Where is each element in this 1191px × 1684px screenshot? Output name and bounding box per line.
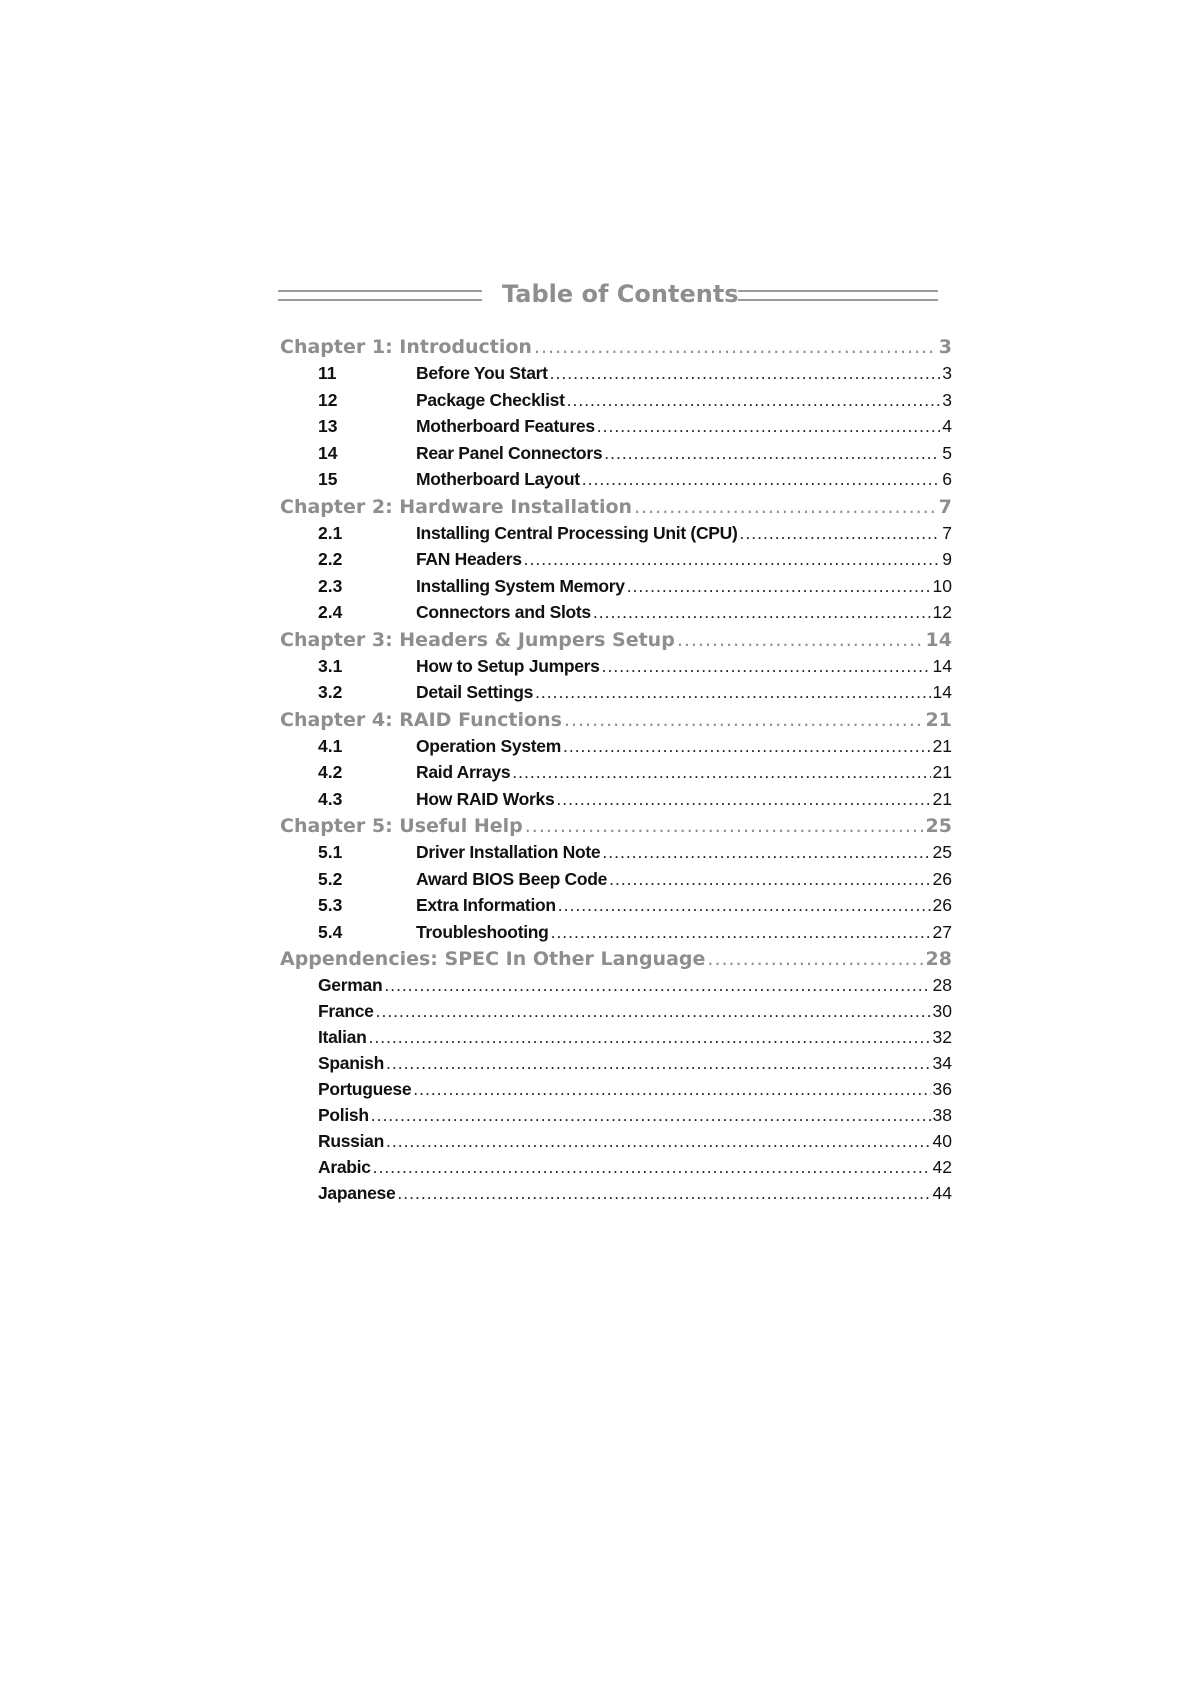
chapter-page-number: 25: [925, 815, 952, 837]
dot-leader: [602, 842, 930, 863]
toc-section-entry[interactable]: [280, 523, 952, 550]
section-title: Driver Installation Note: [416, 842, 601, 862]
toc-language-entry[interactable]: [280, 1027, 952, 1053]
dot-leader: [627, 576, 931, 597]
language-page-number: 30: [932, 1001, 952, 1021]
toc-appendix-entry[interactable]: [280, 948, 952, 975]
toc-section-entry[interactable]: [280, 789, 952, 816]
dot-leader: [413, 1079, 930, 1100]
dot-leader: [386, 1053, 931, 1074]
dot-leader: [534, 336, 937, 358]
title-rule-left: [278, 290, 482, 301]
dot-leader: [373, 1157, 931, 1178]
dot-leader: [535, 682, 930, 703]
toc-section-entry[interactable]: [280, 390, 952, 417]
section-page-number: 25: [932, 842, 952, 862]
section-number: 12: [318, 389, 338, 410]
section-title: FAN Headers: [416, 549, 522, 569]
toc-language-entry[interactable]: [280, 1183, 952, 1209]
section-page-number: 3: [942, 389, 952, 410]
section-number: 15: [318, 469, 338, 489]
dot-leader: [371, 1105, 931, 1126]
section-number: 4.2: [318, 762, 343, 782]
dot-leader: [677, 629, 924, 651]
chapter-page-number: 3: [938, 336, 952, 358]
language-page-number: 34: [932, 1053, 952, 1073]
section-page-number: 21: [932, 788, 952, 809]
section-number: 5.2: [318, 868, 343, 889]
toc-section-entry[interactable]: [280, 682, 952, 709]
dot-leader: [384, 975, 930, 996]
dot-leader: [558, 895, 931, 916]
dot-leader: [397, 1183, 930, 1204]
dot-leader: [609, 869, 930, 890]
toc-section-entry[interactable]: [280, 762, 952, 789]
section-page-number: 6: [942, 469, 952, 489]
toc-section-entry[interactable]: [280, 656, 952, 683]
section-title: How to Setup Jumpers: [416, 655, 600, 676]
dot-leader: [582, 469, 941, 490]
language-title: German: [318, 975, 383, 995]
section-number: 2.1: [318, 522, 343, 543]
section-title: Motherboard Features: [416, 416, 595, 436]
section-title: Connectors and Slots: [416, 602, 591, 622]
language-page-number: 44: [932, 1183, 952, 1203]
toc-section-entry[interactable]: [280, 842, 952, 869]
section-page-number: 26: [932, 868, 952, 889]
section-number: 13: [318, 416, 338, 436]
toc-section-entry[interactable]: [280, 576, 952, 603]
toc-section-entry[interactable]: [280, 602, 952, 629]
section-page-number: 27: [932, 921, 952, 942]
toc-language-entry[interactable]: [280, 1131, 952, 1157]
toc-section-entry[interactable]: [280, 869, 952, 896]
language-page-number: 32: [932, 1027, 952, 1047]
dot-leader: [593, 602, 931, 623]
section-page-number: 21: [932, 762, 952, 782]
section-title: Troubleshooting: [416, 921, 549, 942]
section-number: 5.1: [318, 842, 343, 862]
toc-chapter-entry[interactable]: [280, 709, 952, 736]
toc-section-entry[interactable]: [280, 895, 952, 922]
toc-language-entry[interactable]: [280, 975, 952, 1001]
dot-leader: [564, 709, 924, 731]
section-title: Motherboard Layout: [416, 469, 580, 489]
language-page-number: 42: [932, 1157, 952, 1177]
dot-leader: [597, 416, 941, 437]
section-page-number: 14: [932, 655, 952, 676]
section-title: Raid Arrays: [416, 762, 511, 782]
language-page-number: 36: [932, 1079, 952, 1099]
table-of-contents: [280, 336, 952, 1209]
section-title: Award BIOS Beep Code: [416, 868, 608, 889]
section-number: 14: [318, 442, 338, 463]
section-page-number: 7: [942, 522, 952, 543]
section-number: 5.4: [318, 921, 343, 942]
chapter-title: Chapter 3: Headers & Jumpers Setup: [280, 628, 675, 651]
chapter-title: Chapter 1: Introduction: [280, 336, 532, 358]
toc-language-entry[interactable]: [280, 1157, 952, 1183]
section-number: 2.3: [318, 575, 343, 596]
section-title: Installing System Memory: [416, 575, 625, 596]
toc-chapter-entry[interactable]: [280, 336, 952, 363]
section-title: Rear Panel Connectors: [416, 442, 603, 463]
section-number: 4.1: [318, 735, 343, 756]
dot-leader: [386, 1131, 931, 1152]
language-title: Russian: [318, 1131, 384, 1151]
dot-leader: [563, 736, 931, 757]
section-page-number: 10: [932, 575, 952, 596]
appendix-title: Appendencies: SPEC In Other Language: [280, 948, 706, 970]
section-title: Operation System: [416, 735, 561, 756]
section-title: Installing Central Processing Unit (CPU): [416, 522, 738, 543]
page-title: Table of Contents: [502, 280, 739, 308]
appendix-page-number: 28: [925, 948, 952, 970]
section-page-number: 4: [942, 416, 952, 436]
language-title: Portuguese: [318, 1079, 412, 1099]
dot-leader: [602, 656, 931, 677]
section-page-number: 5: [942, 442, 952, 463]
dot-leader: [376, 1001, 931, 1022]
section-number: 5.3: [318, 895, 343, 915]
section-number: 4.3: [318, 788, 343, 809]
dot-leader: [707, 948, 923, 970]
section-title: How RAID Works: [416, 788, 555, 809]
toc-chapter-entry[interactable]: [280, 496, 952, 523]
toc-section-entry[interactable]: [280, 469, 952, 496]
toc-language-entry[interactable]: [280, 1053, 952, 1079]
toc-section-entry[interactable]: [280, 736, 952, 763]
section-page-number: 12: [932, 602, 952, 622]
section-title: Extra Information: [416, 895, 556, 915]
toc-chapter-entry[interactable]: [280, 815, 952, 842]
dot-leader: [556, 789, 930, 810]
language-title: Arabic: [318, 1157, 371, 1177]
dot-leader: [740, 523, 941, 544]
toc-section-entry[interactable]: [280, 363, 952, 390]
section-page-number: 3: [942, 363, 952, 383]
language-title: Spanish: [318, 1053, 384, 1073]
language-title: Polish: [318, 1105, 369, 1125]
toc-chapter-entry[interactable]: [280, 629, 952, 656]
page-title-row: [278, 278, 938, 314]
toc-section-entry[interactable]: [280, 549, 952, 576]
language-page-number: 40: [932, 1131, 952, 1151]
language-page-number: 38: [932, 1105, 952, 1125]
language-page-number: 28: [932, 975, 952, 995]
section-page-number: 14: [932, 682, 952, 702]
section-page-number: 26: [932, 895, 952, 915]
toc-section-entry[interactable]: [280, 922, 952, 949]
dot-leader: [551, 922, 931, 943]
dot-leader: [634, 496, 937, 518]
language-title: France: [318, 1001, 374, 1021]
dot-leader: [525, 815, 924, 837]
toc-language-entry[interactable]: [280, 1079, 952, 1105]
chapter-page-number: 21: [925, 708, 952, 731]
language-title: Italian: [318, 1027, 367, 1047]
chapter-page-number: 7: [938, 495, 952, 518]
toc-section-entry[interactable]: [280, 443, 952, 470]
title-rule-right: [738, 290, 938, 301]
section-title: Before You Start: [416, 363, 548, 383]
dot-leader: [368, 1027, 930, 1048]
section-number: 3.2: [318, 682, 343, 702]
dot-leader: [567, 390, 941, 411]
chapter-title: Chapter 4: RAID Functions: [280, 708, 562, 731]
dot-leader: [604, 443, 940, 464]
section-number: 2.2: [318, 549, 343, 569]
section-page-number: 9: [942, 549, 952, 569]
chapter-title: Chapter 5: Useful Help: [280, 815, 523, 837]
section-number: 2.4: [318, 602, 343, 622]
dot-leader: [524, 549, 941, 570]
section-number: 11: [318, 363, 337, 383]
language-title: Japanese: [318, 1183, 396, 1203]
chapter-page-number: 14: [925, 628, 952, 651]
section-page-number: 21: [932, 735, 952, 756]
section-title: Detail Settings: [416, 682, 534, 702]
section-number: 3.1: [318, 655, 343, 676]
chapter-title: Chapter 2: Hardware Installation: [280, 495, 633, 518]
toc-language-entry[interactable]: [280, 1001, 952, 1027]
section-title: Package Checklist: [416, 389, 565, 410]
dot-leader: [512, 762, 930, 783]
dot-leader: [550, 363, 941, 384]
toc-language-entry[interactable]: [280, 1105, 952, 1131]
toc-section-entry[interactable]: [280, 416, 952, 443]
